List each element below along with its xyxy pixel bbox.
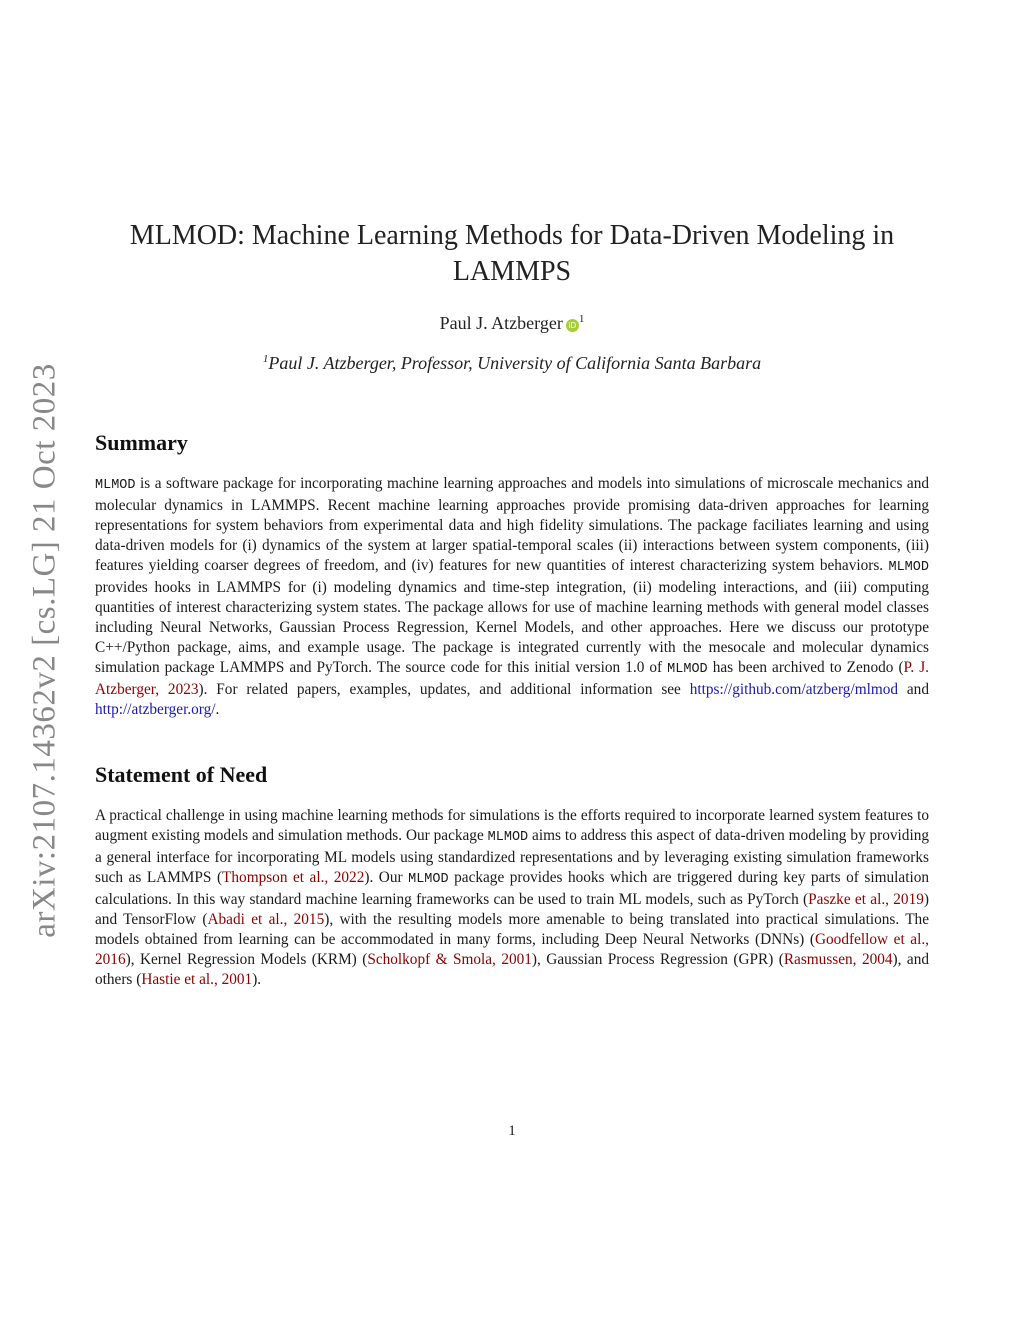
package-name: MLMOD [888,560,929,575]
paper-title: MLMOD: Machine Learning Methods for Data-Driven Modeling in LAMMPS [129,220,895,287]
package-name: MLMOD [487,830,529,845]
arxiv-margin-stamp [20,355,70,945]
affil-marker: 1 [262,353,269,365]
citation-link[interactable]: Abadi et al., 2015 [207,911,325,928]
citation-link[interactable]: Paszke et al., 2019 [808,891,924,908]
citation-link[interactable]: Goodfellow et al., 2016 [95,931,929,968]
statement-of-need-paragraph: A practical challenge in using machine learning methods for simulations is the efforts required to incorporate learned system features to augment existing models and simulation methods. Our package MLMOD aims to address this aspect of data-driven modeling by providing a general interface for incorporating ML models using standardized representations and by leveraging existing simulation frameworks such as LAMMPS (Thompson et al., 2022). Our MLMOD package provides hooks which are triggered during key parts of simulation calculations. In this way standard machine learning frameworks can be used to train ML models, such as PyTorch (Paszke et al., 2019) and TensorFlow (Abadi et al., 2015), with the resulting models more amenable to being translated into practical simulations. The models obtained from learning can be accommodated in many forms, including Deep Neural Networks (DNNs) (Goodfellow et al., 2016), Kernel Regression Models (KRM) (Scholkopf & Smola, 2001), Gaussian Process Regression (GPR) (Rasmussen, 2004), and others (Hastie et al., 2001). [95,807,929,988]
statement-of-need-heading: Statement of Need [95,762,268,787]
author-affil-marker: 1 [578,313,585,325]
citation-link[interactable]: P. J. Atzberger, 2023 [95,659,929,698]
affiliation-line [95,353,929,374]
package-name: MLMOD [408,872,449,887]
citation-link[interactable]: Scholkopf & Smola, 2001 [367,951,532,968]
summary-paragraph: MLMOD is a software package for incorporating machine learning approaches and models into simulations of microscale mechanics and molecular dynamics in LAMMPS. Recent machine learning approaches provide promising data-driven approaches for learning representations for system behaviors from experimental data and high fidelity simulations. The package faciliates learning and using data-driven models for (i) dynamics of the system at larger spatial-temporal scales (ii) interactions between system components, (iii) features yielding coarser degrees of freedom, and (iv) features for new quantities of interest characterizing system behaviors. MLMOD provides hooks in LAMMPS for (i) modeling dynamics and time-step integration, (ii) modeling interactions, and (iii) computing quantities of interest characterizing system states. The package allows for use of machine learning methods with general model classes including Neural Networks, Gaussian Process Regression, Kernel Models, and other approaches. Here we discuss our prototype C++/Python package, aims, and example usage. The package is integrated currently with the mesocale and molecular dynamics simulation package LAMMPS and PyTorch. The source code for this initial version 1.0 of MLMOD has been archived to Zenodo (P. J. Atzberger, 2023). For related papers, examples, updates, and additional information see https://github.com/atzberg/mlmod and http://atzberger.org/. [95,475,929,718]
arxiv-identifier: arXiv:2107.14362v2 [cs.LG] 21 Oct 2023 [26,362,63,938]
citation-link[interactable]: Rasmussen, 2004 [783,951,893,968]
orcid-icon[interactable]: iD [566,319,579,332]
website-link[interactable]: http://atzberger.org/ [95,701,216,718]
citation-link[interactable]: Thompson et al., 2022 [222,869,365,886]
summary-heading: Summary [95,430,188,455]
author-line [95,313,929,334]
affiliation-text: Paul J. Atzberger, Professor, University of California Santa Barbara [268,353,762,373]
github-link[interactable]: https://github.com/atzberg/mlmod [689,681,899,698]
citation-link[interactable]: Hastie et al., 2001 [141,971,253,988]
author-name: Paul J. Atzberger [439,313,563,333]
package-name: MLMOD [667,662,708,677]
page-number: 1 [508,1123,516,1139]
package-name: MLMOD [95,478,136,493]
